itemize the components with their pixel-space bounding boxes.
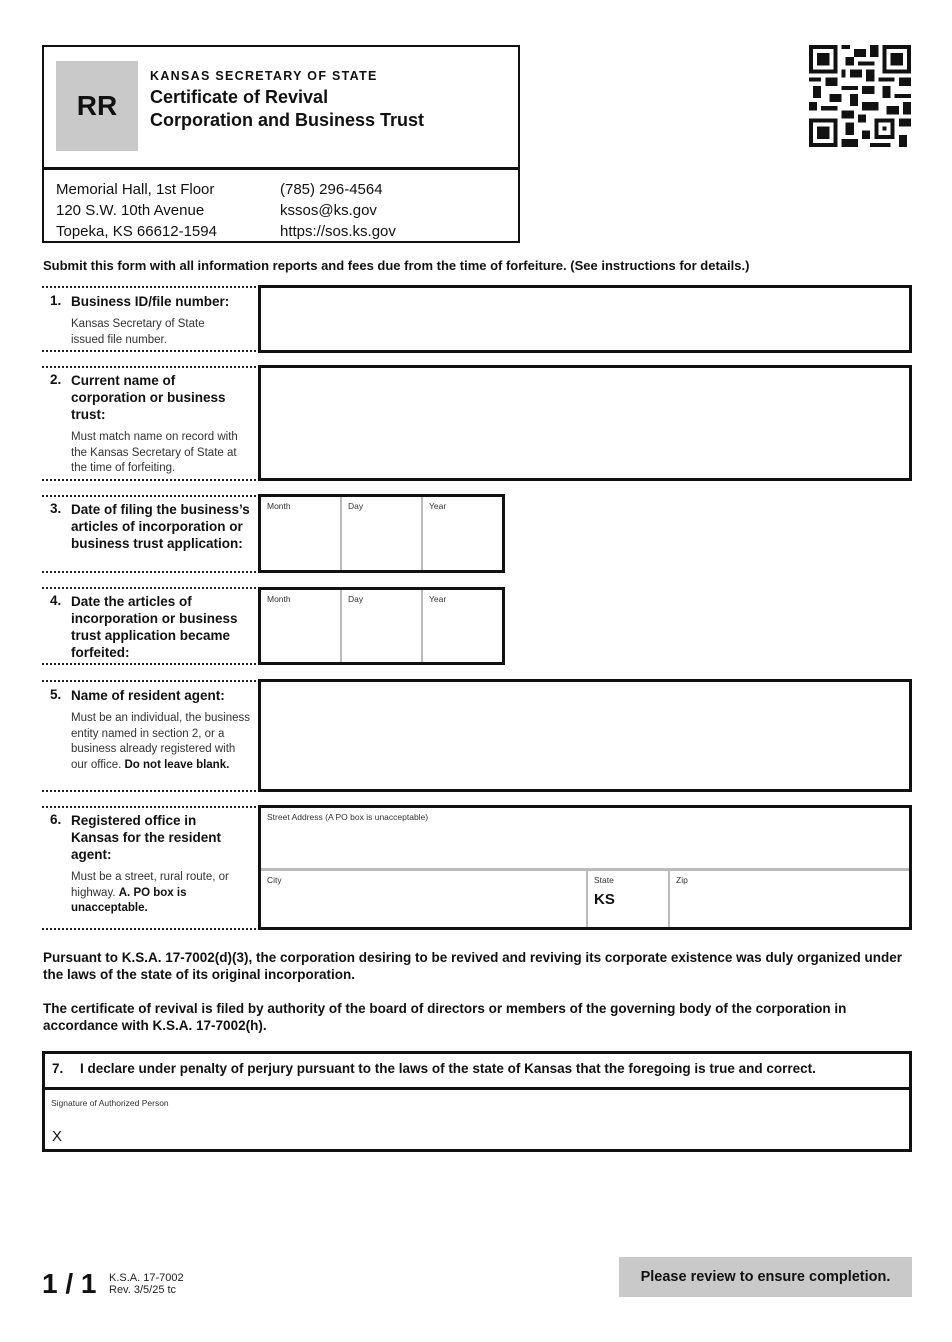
divider xyxy=(42,928,256,930)
question-label: Current name of corporation or business trust: xyxy=(71,373,226,422)
divider xyxy=(42,479,256,481)
divider xyxy=(42,286,256,288)
agency-name: KANSAS SECRETARY OF STATE xyxy=(150,69,378,83)
statute-number: K.S.A. 17-7002 xyxy=(109,1272,184,1284)
forfeiture-month-input[interactable] xyxy=(261,590,342,662)
zip-input[interactable] xyxy=(670,871,909,927)
question-number: 2. xyxy=(50,372,62,387)
declaration-box xyxy=(42,1051,912,1152)
question-help: Must be an individual, the business entity named in section 2, or a business already registered with our office. Do not leave blank. xyxy=(71,712,250,771)
question-label: Date the articles of incorporation or business trust application became forfeited: xyxy=(71,594,238,660)
field-label: Street Address (A PO box is unacceptable) xyxy=(267,812,429,822)
forfeiture-year-input[interactable] xyxy=(423,590,502,662)
website-link[interactable]: https://sos.ks.gov xyxy=(280,223,396,240)
question-number: 3. xyxy=(50,501,62,516)
signature-mark: X xyxy=(52,1128,63,1145)
page-number: 1 / 1 xyxy=(42,1268,97,1299)
state-field xyxy=(588,871,670,927)
statute-reference xyxy=(109,1272,184,1296)
address-line: Topeka, KS 66612-1594 xyxy=(56,223,217,240)
question-label: Name of resident agent: xyxy=(71,688,225,703)
divider xyxy=(42,790,256,792)
field-label: Year xyxy=(429,501,447,511)
question-label: Date of filing the business’s articles of incorporation or business trust application: xyxy=(71,502,250,551)
statute-paragraph: Pursuant to K.S.A. 17-7002(d)(3), the corporation desiring to be revived and reviving its corporate existence was duly organized under the laws of the state of its original incorporation. xyxy=(43,950,902,982)
business-name-input[interactable] xyxy=(258,365,912,481)
address-line: 120 S.W. 10th Avenue xyxy=(56,202,205,219)
declaration-text: I declare under penalty of perjury pursuant to the laws of the state of Kansas that the foregoing is true and correct. xyxy=(80,1061,816,1076)
field-label: Month xyxy=(267,594,291,604)
filing-year-input[interactable] xyxy=(423,497,502,570)
divider xyxy=(42,806,256,808)
divider xyxy=(42,366,256,368)
filing-date-group xyxy=(258,494,505,573)
signature-input[interactable] xyxy=(45,1090,909,1149)
divider xyxy=(42,495,256,497)
question-help: Must match name on record with the Kansas Secretary of State at the time of forfeiting. xyxy=(71,431,238,474)
field-label: Day xyxy=(348,501,364,511)
address-line: Memorial Hall, 1st Floor xyxy=(56,181,215,198)
question-number: 4. xyxy=(50,593,62,608)
question-label: Business ID/file number: xyxy=(71,294,230,309)
street-address-input[interactable] xyxy=(261,808,909,871)
field-label: State xyxy=(594,875,614,885)
divider xyxy=(42,350,256,352)
filing-day-input[interactable] xyxy=(342,497,423,570)
question-label: Registered office in Kansas for the resident agent: xyxy=(71,813,222,862)
resident-agent-input[interactable] xyxy=(258,679,912,792)
declaration-statement xyxy=(45,1054,909,1090)
form-code-badge: RR xyxy=(56,61,138,151)
forfeiture-day-input[interactable] xyxy=(342,590,423,662)
email-link[interactable]: kssos@ks.gov xyxy=(280,202,377,219)
office-contact xyxy=(280,179,396,242)
field-label: Year xyxy=(429,594,447,604)
field-label: Signature of Authorized Person xyxy=(51,1098,169,1108)
filing-month-input[interactable] xyxy=(261,497,342,570)
question-number: 6. xyxy=(50,812,62,827)
qr-code-icon xyxy=(808,45,912,147)
form-title: Certificate of Revival xyxy=(150,87,329,107)
field-label: Zip xyxy=(676,875,688,885)
city-input[interactable] xyxy=(261,871,588,927)
question-number: 5. xyxy=(50,687,62,702)
submission-instruction: Submit this form with all information reports and fees due from the time of forfeiture. (See instructions for details.) xyxy=(43,258,750,273)
review-notice: Please review to ensure completion. xyxy=(619,1257,912,1297)
divider xyxy=(42,571,256,573)
divider xyxy=(42,680,256,682)
field-label: Day xyxy=(348,594,364,604)
business-id-input[interactable] xyxy=(258,285,912,353)
state-value: KS xyxy=(594,891,615,908)
question-number: 7. xyxy=(52,1061,64,1076)
question-help: Kansas Secretary of State issued file number. xyxy=(71,318,205,346)
form-header xyxy=(42,45,520,243)
divider xyxy=(42,587,256,589)
header-title-area xyxy=(44,47,518,170)
authority-paragraph: The certificate of revival is filed by authority of the board of directors or members of the governing body of the corporation in accordance with K.S.A. 17-7002(h). xyxy=(43,1001,847,1033)
revision-date: Rev. 3/5/25 tc xyxy=(109,1284,177,1296)
forfeiture-date-group xyxy=(258,587,505,665)
form-subtitle: Corporation and Business Trust xyxy=(150,110,425,130)
divider xyxy=(42,663,256,665)
field-label: City xyxy=(267,875,282,885)
question-number: 1. xyxy=(50,293,62,308)
phone-number: (785) 296-4564 xyxy=(280,181,383,198)
registered-office-group xyxy=(258,805,912,930)
field-label: Month xyxy=(267,501,291,511)
question-help: Must be a street, rural route, or highway. A. PO box is unacceptable. xyxy=(71,871,229,914)
office-address xyxy=(56,179,217,242)
